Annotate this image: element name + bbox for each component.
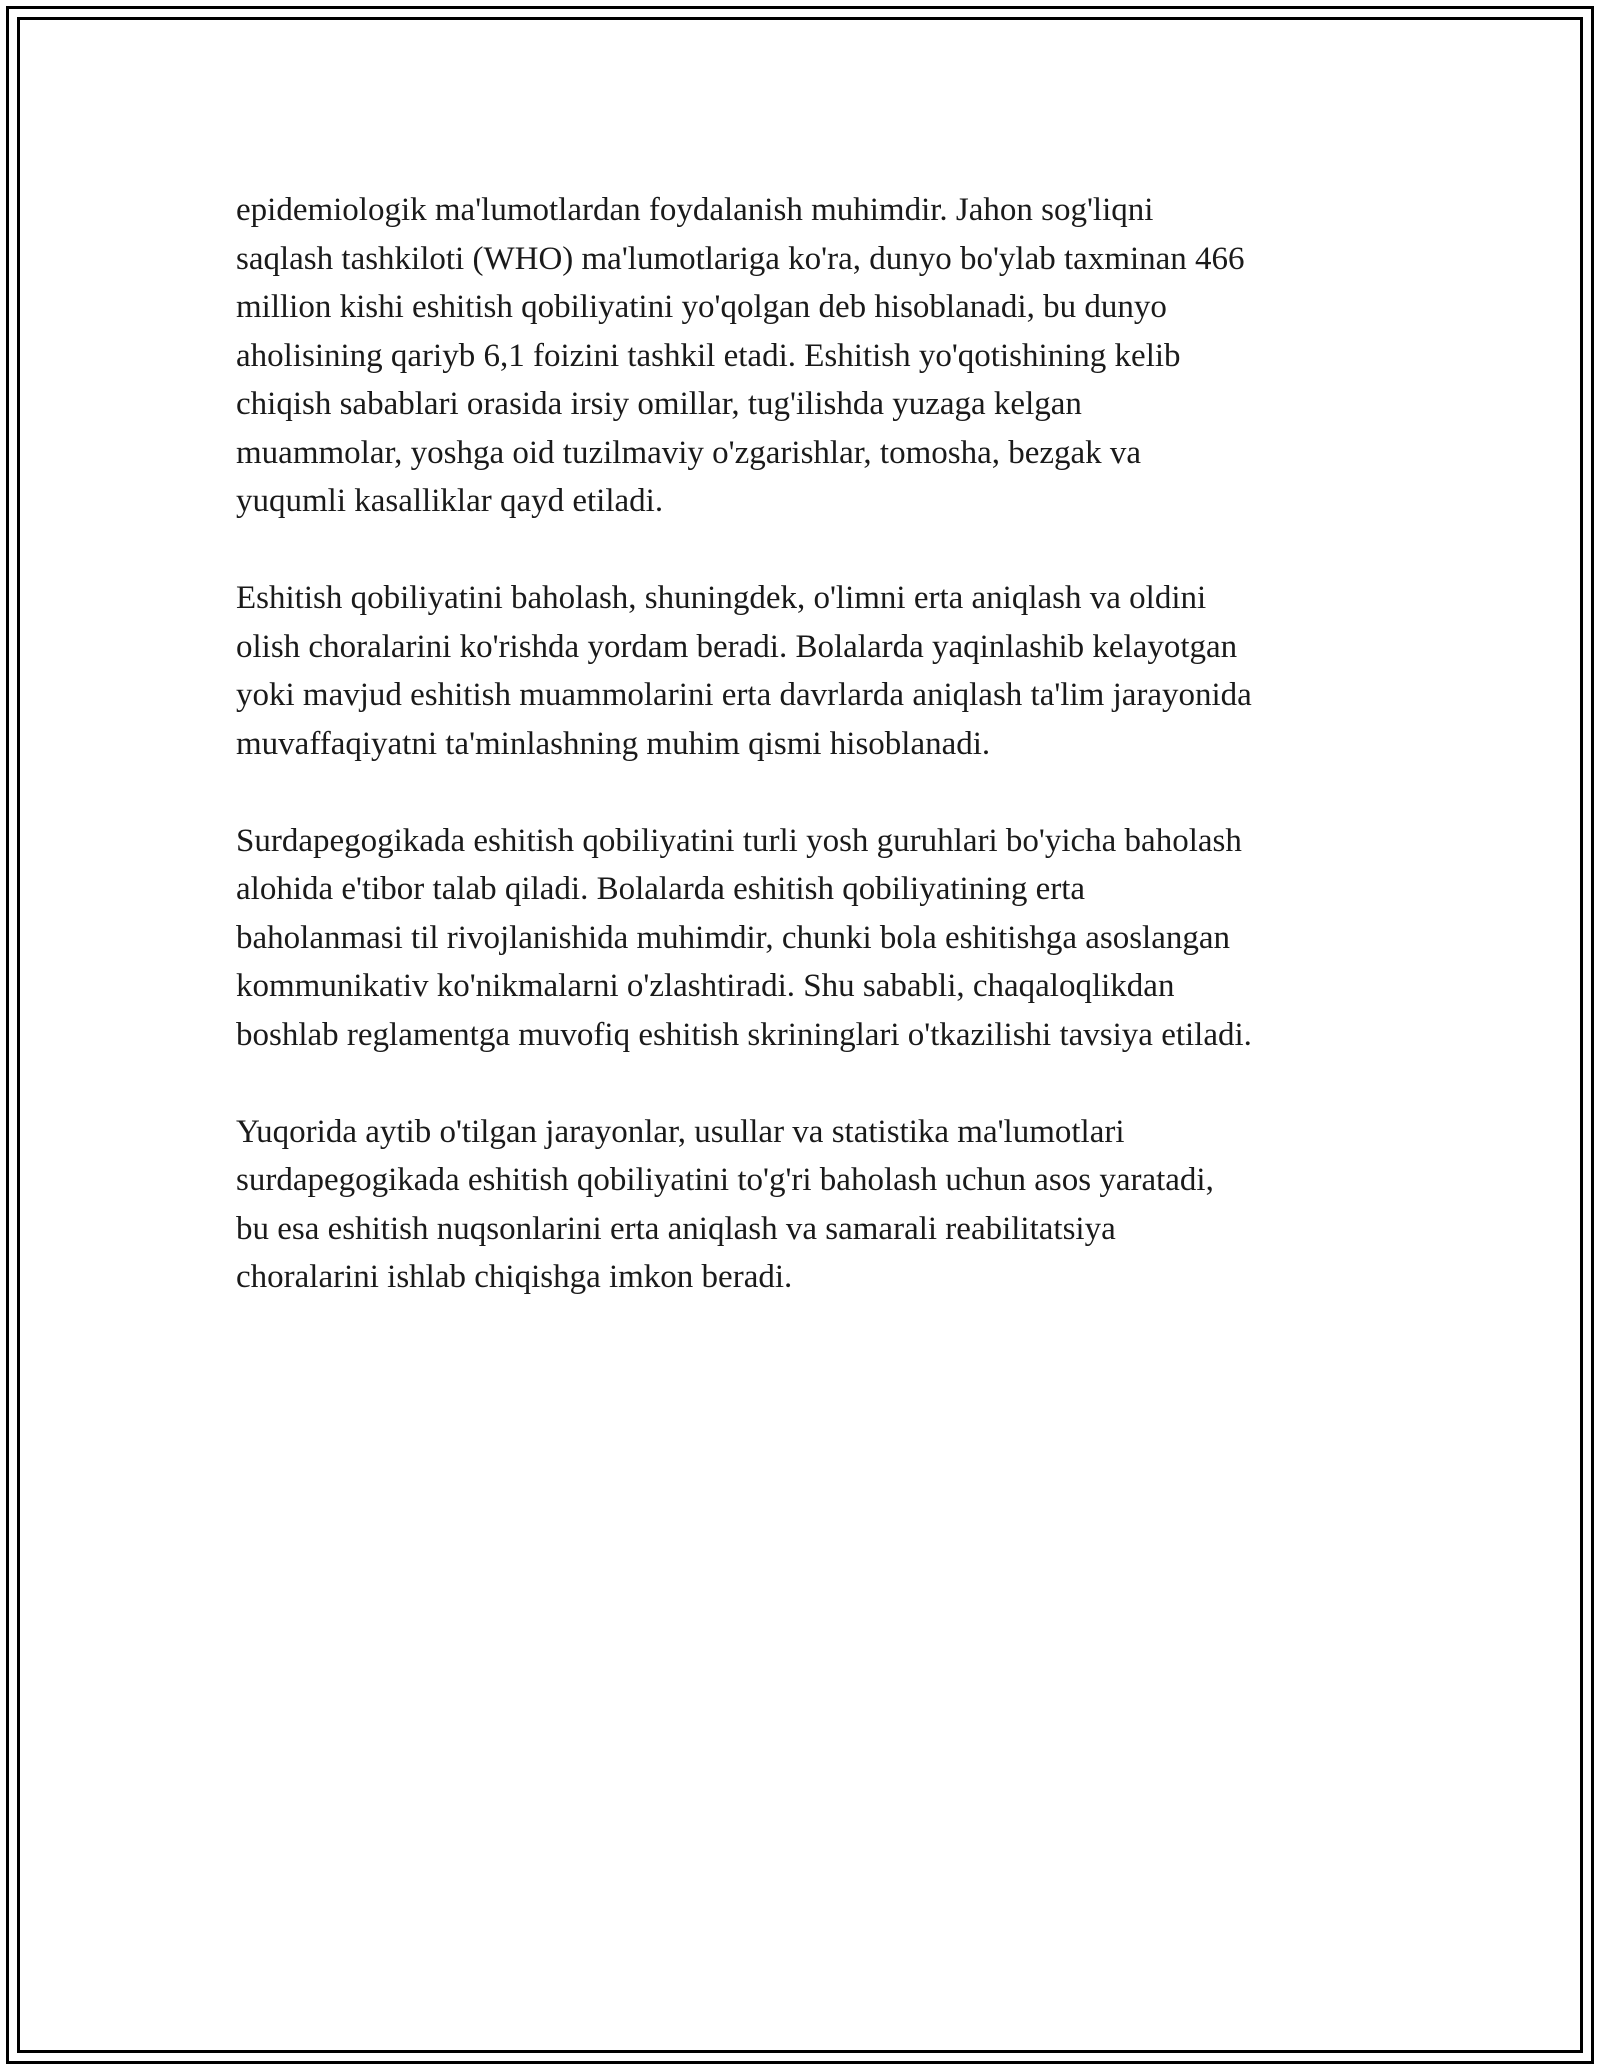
paragraph-2: Eshitish qobiliyatini baholash, shuningdek, o'limni erta aniqlash va oldini olish choralarini ko'rishda yordam beradi. Bolalarda yaqinlashib kelayotgan yoki mavjud eshitish muammolarini erta davrlarda aniqlash ta'lim jarayonida muvaffaqiyatni ta'minlashning muhim qismi hisoblanadi. bbox=[236, 580, 1252, 762]
paragraph-1: epidemiologik ma'lumotlardan foydalanish muhimdir. Jahon sog'liqni saqlash tashkiloti (WHO) ma'lumotlariga ko'ra, dunyo bo'ylab taxminan 466 million kishi eshitish qobiliyatini yo'qolgan deb hisoblanadi, bu dunyo aholisining qariyb 6,1 foizini tashkil etadi. Eshitish yo'qotishining kelib chiqish sabablari orasida irsiy omillar, tug'ilishda yuzaga kelgan muammolar, yoshga oid tuzilmaviy o'zgarishlar, tomosha, bezgak va yuqumli kasalliklar qayd etiladi. bbox=[236, 192, 1245, 519]
document-body bbox=[236, 186, 1386, 1302]
paragraph-3: Surdapegogikada eshitish qobiliyatini turli yosh guruhlari bo'yicha baholash alohida e'tibor talab qiladi. Bolalarda eshitish qobiliyatining erta baholanmasi til rivojlanishida muhimdir, chunki bola eshitishga asoslangan kommunikativ ko'nikmalarni o'zlashtiradi. Shu sababli, chaqaloqlikdan boshlab reglamentga muvofiq eshitish skrininglari o'tkazilishi tavsiya etiladi. bbox=[236, 822, 1252, 1053]
paragraph-4: Yuqorida aytib o'tilgan jarayonlar, usullar va statistika ma'lumotlari surdapegogikada eshitish qobiliyatini to'g'ri baholash uchun asos yaratadi, bu esa eshitish nuqsonlarini erta aniqlash va samarali reabilitatsiya choralarini ishlab chiqishga imkon beradi. bbox=[236, 1113, 1214, 1295]
